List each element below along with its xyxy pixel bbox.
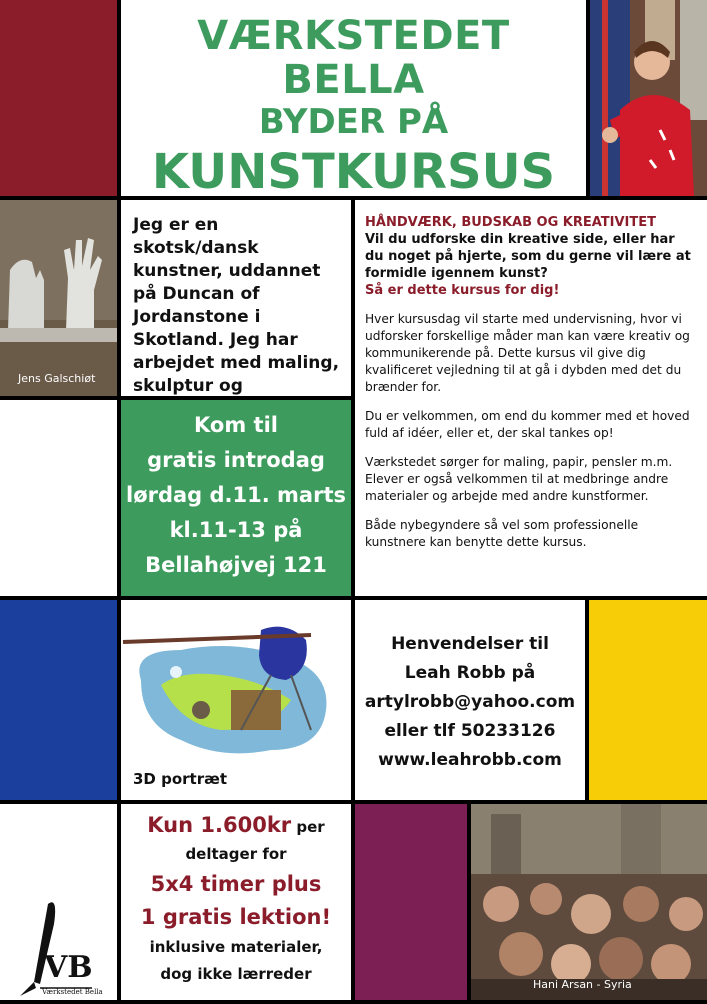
contact-line-1: Henvendelser til <box>391 634 549 654</box>
sculpture-hands-image <box>0 200 117 396</box>
sculpture-caption: Jens Galschiøt <box>18 372 96 385</box>
crowd-painting <box>471 804 707 1000</box>
purple-block <box>355 804 467 1000</box>
price-line-4: 1 gratis lektion! <box>140 905 332 929</box>
price-line-6: dog ikke lærreder <box>160 965 312 983</box>
price-block <box>121 804 351 1000</box>
title-line-2: BYDER PÅ <box>258 102 449 142</box>
price-line-2: deltager for <box>185 845 287 863</box>
course-paragraph-1: Hver kursusdag vil starte med undervisning, hvor vi udforsker forskellige måder man kan være kreativ og kommunikerende på. Dette kursus vil give dig kvalificeret vejledning til at gå i dybden med det du brænder for. <box>365 312 690 394</box>
sculpture-photo <box>0 200 117 396</box>
logo-name: Værkstedet Bella <box>42 988 103 996</box>
contact-website-link[interactable]: www.leahrobb.com <box>378 750 562 770</box>
bio-block <box>121 200 351 396</box>
price-amount: Kun 1.600kr <box>147 813 292 837</box>
logo-letters: VB <box>44 950 93 985</box>
contact-email-link[interactable]: artylrobb@yahoo.com <box>364 692 576 712</box>
portrait-block <box>121 600 351 800</box>
course-paragraph-4: Både nybegyndere så vel som professionelle kunstnere kan benytte dette kursus. <box>365 518 639 549</box>
course-heading: HÅNDVÆRK, BUDSKAB OG KREATIVITET <box>365 215 656 230</box>
intro-day-block <box>121 400 351 596</box>
price-line-3: 5x4 timer plus <box>150 872 322 896</box>
crowd-painting-image <box>471 804 707 1000</box>
blue-block-left <box>0 600 117 800</box>
contact-block <box>355 600 585 800</box>
title-line-3: KUNSTKURSUS <box>151 144 556 200</box>
intro-line-3: lørdag d.11. marts <box>126 483 346 507</box>
course-lead-red: Så er dette kursus for dig! <box>365 283 560 298</box>
painting-caption: Hani Arsan - Syria <box>533 978 632 991</box>
contact-line-2: Leah Robb på <box>404 663 536 683</box>
white-block-left-mid <box>0 400 117 596</box>
intro-line-4: kl.11-13 på <box>169 518 303 542</box>
contact-phone: eller tlf 50233126 <box>384 721 556 741</box>
course-description <box>355 200 707 596</box>
intro-line-2: gratis introdag <box>147 448 325 472</box>
bio-text: Jeg er en skotsk/dansk kunstner, uddannet på Duncan of Jordanstone i Skotland. Jeg har arbejdet med maling, skulptur og <box>133 215 340 396</box>
course-paragraph-2: Du er velkommen, om end du kommer med et hoved fuld af idéer, eller et, der skal tankes op! <box>365 409 690 440</box>
yellow-block-right <box>589 600 707 800</box>
logo-block <box>0 804 117 1000</box>
artist-photo <box>590 0 707 196</box>
title-line-1: VÆRKSTEDET BELLA <box>197 13 510 103</box>
price-line-5: inklusive materialer, <box>149 938 323 956</box>
portrait-label: 3D portræt <box>133 770 228 788</box>
intro-line-1: Kom til <box>194 413 278 437</box>
header-title <box>121 0 586 200</box>
red-block-top-left <box>0 0 117 196</box>
intro-line-5: Bellahøjvej 121 <box>145 553 327 577</box>
artist-painting-image <box>590 0 707 196</box>
price-per: per <box>296 818 325 836</box>
course-lead: Vil du udforske din kreative side, eller har du noget på hjerte, som du gerne vil lære at formidle igennem kunst? <box>365 232 691 281</box>
course-paragraph-3: Værkstedet sørger for maling, papir, pensler m.m. Elever er også velkommen til at medbringe andre materialer og arbejde med andre kunstformer. <box>365 455 673 503</box>
